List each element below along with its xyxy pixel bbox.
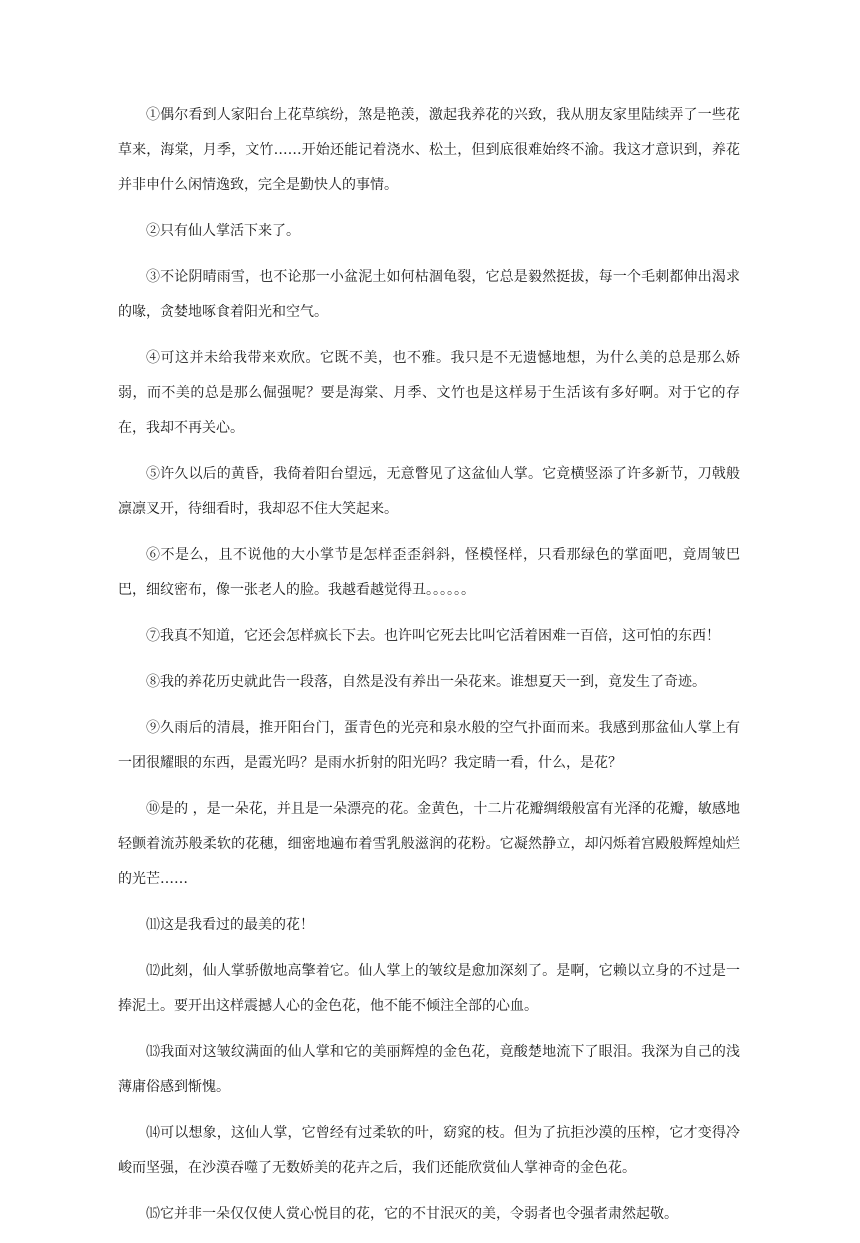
- paragraph-14: ⒁可以想象，这仙人掌，它曾经有过柔软的叶，窈窕的枝。但为了抗拒沙漠的压榨，它才变得冷峻而坚强，在沙漠吞噬了无数娇美的花卉之后，我们还能欣赏仙人掌神奇的金色花。: [118, 1125, 740, 1176]
- paragraph-12: ⑿此刻，仙人掌骄傲地高擎着它。仙人掌上的皱纹是愈加深刻了。是啊，它赖以立身的不过是一捧泥土。要开出这样震撼人心的金色花，他不能不倾注全部的心血。: [118, 963, 740, 1014]
- document-body: [118, 98, 740, 1243]
- paragraph-1: ①偶尔看到人家阳台上花草缤纷，煞是艳羡，激起我养花的兴致，我从朋友家里陆续弄了一些花草来，海棠，月季，文竹……开始还能记着浇水、松土，但到底很难始终不渝。我这才意识到，养花并非申什么闲情逸致，完全是勤快人的事情。: [118, 107, 740, 193]
- paragraph-2: ②只有仙人掌活下来了。: [146, 223, 300, 239]
- paragraph-4: ④可这并未给我带来欢欣。它既不美，也不雅。我只是不无遗憾地想，为什么美的总是那么娇弱，而不美的总是那么倔强呢？要是海棠、月季、文竹也是这样易于生活该有多好啊。对于它的存在，我却不再关心。: [118, 350, 740, 436]
- paragraph-7: ⑦我真不知道，它还会怎样疯长下去。也许叫它死去比叫它活着困难一百倍，这可怕的东西！: [146, 628, 720, 644]
- paragraph-6: ⑥不是么，且不说他的大小掌节是怎样歪歪斜斜，怪模怪样，只看那绿色的掌面吧，竟周皱巴巴，细纹密布，像一张老人的脸。我越看越觉得丑。。。。。。: [118, 547, 740, 598]
- paragraph-9: ⑨久雨后的清晨，推开阳台门，蛋青色的光亮和泉水般的空气扑面而来。我感到那盆仙人掌上有一团很耀眼的东西，是霞光吗？是雨水折射的阳光吗？我定睛一看，什么，是花？: [118, 720, 740, 771]
- paragraph-15: ⒂它并非一朵仅仅使人赏心悦目的花，它的不甘泯灭的美，令弱者也令强者肃然起敬。: [146, 1206, 678, 1222]
- paragraph-8: ⑧我的养花历史就此告一段落，自然是没有养出一朵花来。谁想夏天一到，竟发生了奇迹。: [146, 674, 706, 690]
- paragraph-11: ⑾这是我看过的最美的花！: [146, 917, 314, 933]
- paragraph-13: ⒀我面对这皱纹满面的仙人掌和它的美丽辉煌的金色花，竟酸楚地流下了眼泪。我深为自己的浅薄庸俗感到惭愧。: [118, 1044, 740, 1095]
- paragraph-5: ⑤许久以后的黄昏，我倚着阳台望远，无意瞥见了这盆仙人掌。它竟横竖添了许多新节，刀戟般凛凛叉开，待细看时，我却忍不住大笑起来。: [118, 466, 740, 517]
- paragraph-10: ⑩是的 ，是一朵花，并且是一朵漂亮的花。金黄色，十二片花瓣绸缎般富有光泽的花瓣，敏感地轻颤着流苏般柔软的花穗，细密地遍布着雪乳般滋润的花粉。它凝然静立，却闪烁着宫殿般辉煌灿烂的光芒……: [118, 801, 740, 887]
- paragraph-3: ③不论阴晴雨雪，也不论那一小盆泥土如何枯涸龟裂，它总是毅然挺拔，每一个毛刺都伸出渴求的喙，贪婪地啄食着阳光和空气。: [118, 269, 740, 320]
